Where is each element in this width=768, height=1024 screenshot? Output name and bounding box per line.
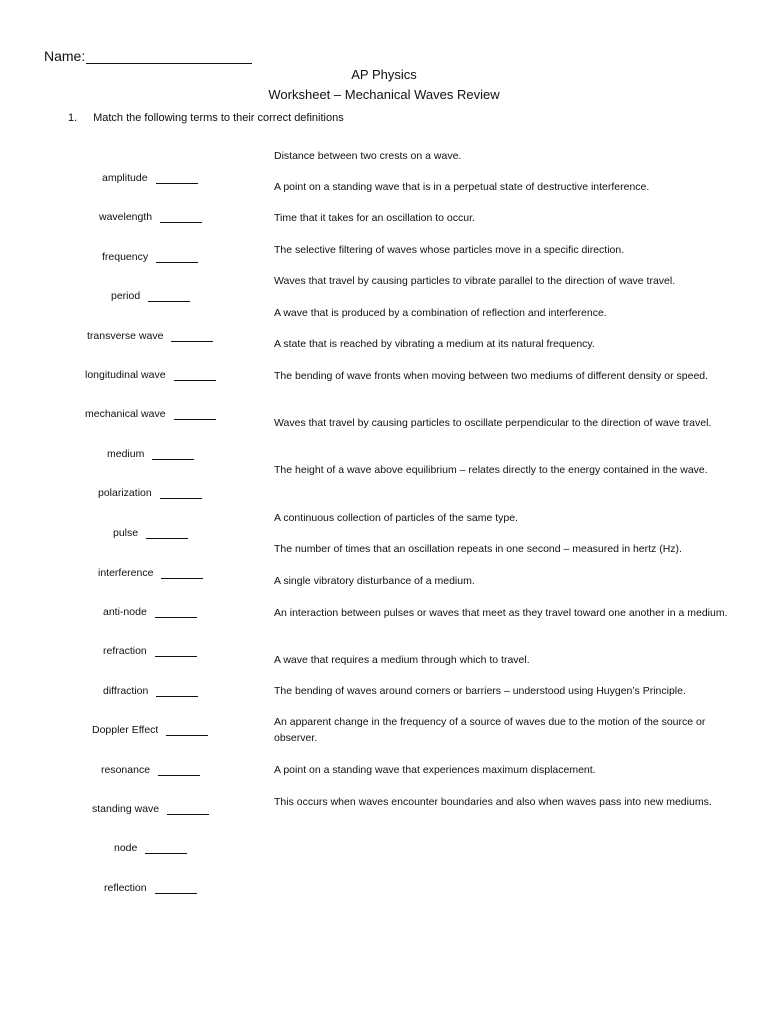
- answer-blank[interactable]: [155, 607, 197, 618]
- worksheet-title: AP Physics: [351, 67, 417, 82]
- term-label: standing wave: [92, 803, 160, 815]
- term-label: refraction: [103, 645, 147, 657]
- definition-item: The bending of waves around corners or barriers – understood using Huygen’s Principle.: [274, 685, 686, 697]
- term-item: [98, 487, 202, 499]
- term-item: [114, 842, 187, 854]
- definition-item: The bending of wave fronts when moving between two mediums of different density or speed.: [274, 370, 709, 382]
- term-item: [102, 251, 198, 263]
- definition-item: A point on a standing wave that experiences maximum displacement.: [274, 764, 596, 776]
- definition-item: A wave that requires a medium through which to travel.: [274, 654, 530, 666]
- term-item: [111, 290, 190, 302]
- term-item: [101, 764, 200, 776]
- answer-blank[interactable]: [166, 725, 208, 736]
- answer-blank[interactable]: [145, 843, 187, 854]
- definition-item: A continuous collection of particles of the same type.: [274, 512, 518, 524]
- term-label: reflection: [104, 882, 147, 894]
- question-instruction: [68, 112, 344, 124]
- answer-blank[interactable]: [167, 804, 209, 815]
- definition-item: A point on a standing wave that is in a perpetual state of destructive interference.: [274, 181, 650, 193]
- answer-blank[interactable]: [158, 765, 200, 776]
- question-number: 1.: [68, 112, 78, 124]
- term-item: [92, 803, 209, 815]
- answer-blank[interactable]: [156, 252, 198, 263]
- answer-blank[interactable]: [161, 568, 203, 579]
- name-blank-line[interactable]: [86, 49, 252, 64]
- answer-blank[interactable]: [171, 331, 213, 342]
- term-label: node: [114, 842, 138, 854]
- answer-blank[interactable]: [146, 528, 188, 539]
- answer-blank[interactable]: [174, 409, 216, 420]
- term-item: [99, 211, 202, 223]
- definition-item: The selective filtering of waves whose particles move in a specific direction.: [274, 244, 625, 256]
- term-label: mechanical wave: [85, 408, 166, 420]
- term-label: resonance: [101, 764, 151, 776]
- answer-blank[interactable]: [148, 291, 190, 302]
- term-item: [103, 685, 198, 697]
- term-label: polarization: [98, 487, 152, 499]
- definition-item: An interaction between pulses or waves that meet as they travel toward one another in a medium.: [274, 607, 728, 619]
- term-label: pulse: [113, 527, 139, 539]
- answer-blank[interactable]: [160, 488, 202, 499]
- term-item: [92, 724, 208, 736]
- term-item: [102, 172, 198, 184]
- definition-item: A wave that is produced by a combination of reflection and interference.: [274, 307, 607, 319]
- answer-blank[interactable]: [156, 686, 198, 697]
- question-text: Match the following terms to their correct definitions: [93, 112, 344, 124]
- term-item: [113, 527, 188, 539]
- definition-item: An apparent change in the frequency of a source of waves due to the motion of the source or observer.: [274, 716, 706, 744]
- term-item: [98, 567, 203, 579]
- term-item: [103, 606, 197, 618]
- term-label: wavelength: [99, 211, 153, 223]
- term-item: [104, 882, 197, 894]
- answer-blank[interactable]: [156, 173, 198, 184]
- term-label: amplitude: [102, 172, 148, 184]
- answer-blank[interactable]: [152, 449, 194, 460]
- answer-blank[interactable]: [174, 370, 216, 381]
- term-item: [103, 645, 197, 657]
- worksheet-subtitle: Worksheet – Mechanical Waves Review: [268, 87, 500, 102]
- name-field: [44, 48, 252, 64]
- term-item: [85, 369, 216, 381]
- term-item: [87, 330, 213, 342]
- definition-item: This occurs when waves encounter boundaries and also when waves pass into new mediums.: [274, 796, 712, 808]
- answer-blank[interactable]: [160, 212, 202, 223]
- definition-item: The number of times that an oscillation repeats in one second – measured in hertz (Hz).: [274, 543, 682, 555]
- definition-item: The height of a wave above equilibrium – relates directly to the energy contained in the wave.: [274, 464, 708, 476]
- term-label: period: [111, 290, 141, 302]
- answer-blank[interactable]: [155, 883, 197, 894]
- definition-item: Waves that travel by causing particles to oscillate perpendicular to the direction of wave travel.: [274, 417, 712, 429]
- answer-blank[interactable]: [155, 646, 197, 657]
- definition-item: A state that is reached by vibrating a medium at its natural frequency.: [274, 338, 595, 350]
- term-label: diffraction: [103, 685, 149, 697]
- term-label: frequency: [102, 251, 149, 263]
- term-item: [85, 408, 216, 420]
- term-item: [107, 448, 194, 460]
- name-label: Name:: [44, 48, 86, 64]
- term-label: interference: [98, 567, 154, 579]
- definition-item: Waves that travel by causing particles to vibrate parallel to the direction of wave travel.: [274, 275, 676, 287]
- definition-item: Time that it takes for an oscillation to occur.: [274, 212, 475, 224]
- definition-item: Distance between two crests on a wave.: [274, 150, 462, 162]
- term-label: Doppler Effect: [92, 724, 159, 736]
- term-label: transverse wave: [87, 330, 164, 342]
- term-label: medium: [107, 448, 145, 460]
- term-label: longitudinal wave: [85, 369, 166, 381]
- term-label: anti-node: [103, 606, 147, 618]
- definition-item: A single vibratory disturbance of a medium.: [274, 575, 475, 587]
